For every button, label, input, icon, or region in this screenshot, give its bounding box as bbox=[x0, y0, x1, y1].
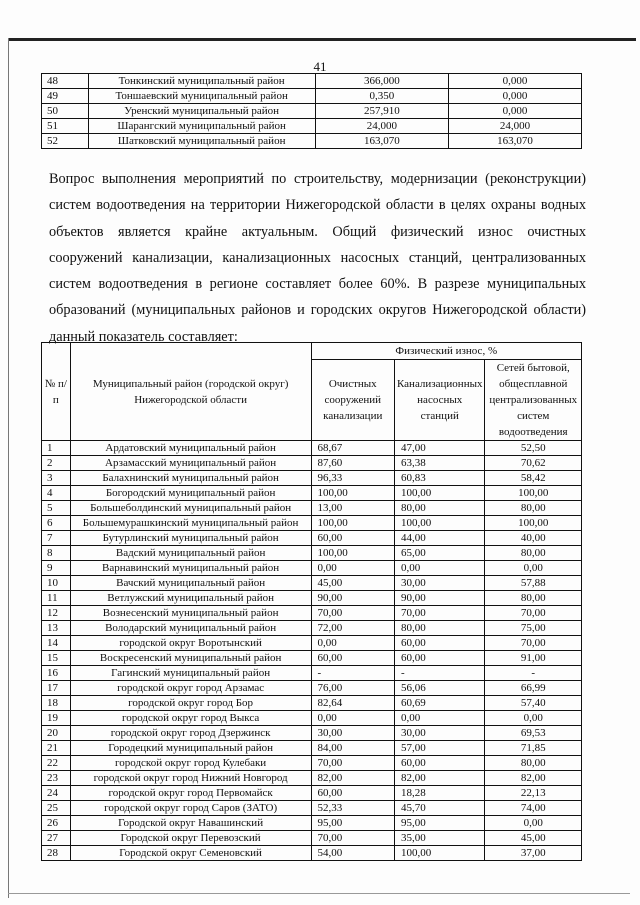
municipality-name: Шатковский муниципальный район bbox=[88, 134, 315, 149]
table-row bbox=[42, 531, 582, 546]
network-wear-value: 70,00 bbox=[485, 636, 582, 651]
municipality-name: городской округ город Дзержинск bbox=[70, 726, 311, 741]
pumping-wear-value: 0,00 bbox=[394, 711, 484, 726]
municipality-name: Большеболдинский муниципальный район bbox=[70, 501, 311, 516]
pumping-wear-value: 100,00 bbox=[394, 486, 484, 501]
municipality-name: Ветлужский муниципальный район bbox=[70, 591, 311, 606]
pumping-wear-value: 70,00 bbox=[394, 606, 484, 621]
value-cell: 163,070 bbox=[315, 134, 448, 149]
pumping-wear-value: 57,00 bbox=[394, 741, 484, 756]
row-number: 21 bbox=[42, 741, 71, 756]
row-number: 14 bbox=[42, 636, 71, 651]
network-wear-value: 0,00 bbox=[485, 711, 582, 726]
network-wear-value: 0,00 bbox=[485, 561, 582, 576]
pumping-wear-value: 100,00 bbox=[394, 846, 484, 861]
municipality-name: Арзамасский муниципальный район bbox=[70, 456, 311, 471]
table-row bbox=[42, 666, 582, 681]
treatment-wear-value: 68,67 bbox=[311, 441, 394, 456]
network-wear-value: 69,53 bbox=[485, 726, 582, 741]
table-row bbox=[42, 119, 582, 134]
row-number: 49 bbox=[42, 89, 89, 104]
table-row bbox=[42, 636, 582, 651]
header-sewer-networks: Сетей бытовой, общесплавной централизованных систем водоотведения bbox=[485, 360, 582, 441]
wear-table-body bbox=[42, 441, 582, 861]
pumping-wear-value: 30,00 bbox=[394, 576, 484, 591]
treatment-wear-value: 100,00 bbox=[311, 516, 394, 531]
network-wear-value: 70,62 bbox=[485, 456, 582, 471]
scan-border-top bbox=[8, 38, 636, 41]
table-row bbox=[42, 801, 582, 816]
row-number: 48 bbox=[42, 74, 89, 89]
municipality-name: городской округ город Саров (ЗАТО) bbox=[70, 801, 311, 816]
municipality-name: Большемурашкинский муниципальный район bbox=[70, 516, 311, 531]
network-wear-value: 71,85 bbox=[485, 741, 582, 756]
row-number: 3 bbox=[42, 471, 71, 486]
treatment-wear-value: 60,00 bbox=[311, 786, 394, 801]
row-number: 23 bbox=[42, 771, 71, 786]
body-paragraph: Вопрос выполнения мероприятий по строительству, модернизации (реконструкции) систем водоотведения на территории Нижегородской области в целях охраны водных объектов является крайне актуальным. Общий физический износ очистных сооружений канализации, канализационных насосных станций, централизованных систем водоотведения в регионе составляет более 60%. В разрезе муниципальных образований (муниципальных районов и городских округов Нижегородской области) данный показатель составляет: bbox=[49, 171, 586, 345]
row-number: 20 bbox=[42, 726, 71, 741]
wear-table bbox=[41, 342, 582, 861]
row-number: 50 bbox=[42, 104, 89, 119]
value-cell: 24,000 bbox=[315, 119, 448, 134]
network-wear-value: 45,00 bbox=[485, 831, 582, 846]
pumping-wear-value: 47,00 bbox=[394, 441, 484, 456]
table-row bbox=[42, 771, 582, 786]
treatment-wear-value: 96,33 bbox=[311, 471, 394, 486]
row-number: 6 bbox=[42, 516, 71, 531]
municipality-name: Богородский муниципальный район bbox=[70, 486, 311, 501]
pumping-wear-value: 45,70 bbox=[394, 801, 484, 816]
table-row bbox=[42, 104, 582, 119]
table-row bbox=[42, 501, 582, 516]
municipality-name: Воскресенский муниципальный район bbox=[70, 651, 311, 666]
row-number: 17 bbox=[42, 681, 71, 696]
treatment-wear-value: 60,00 bbox=[311, 651, 394, 666]
pumping-wear-value: 100,00 bbox=[394, 516, 484, 531]
pumping-wear-value: 60,83 bbox=[394, 471, 484, 486]
pumping-wear-value: 82,00 bbox=[394, 771, 484, 786]
row-number: 10 bbox=[42, 576, 71, 591]
pumping-wear-value: 65,00 bbox=[394, 546, 484, 561]
network-wear-value: 66,99 bbox=[485, 681, 582, 696]
treatment-wear-value: 45,00 bbox=[311, 576, 394, 591]
table-row bbox=[42, 816, 582, 831]
network-wear-value: 82,00 bbox=[485, 771, 582, 786]
scan-border-left bbox=[8, 38, 9, 898]
table-row bbox=[42, 696, 582, 711]
municipality-name: городской округ Воротынский bbox=[70, 636, 311, 651]
table-row bbox=[42, 591, 582, 606]
table-row bbox=[42, 651, 582, 666]
municipality-name: Тоншаевский муниципальный район bbox=[88, 89, 315, 104]
pumping-wear-value: 90,00 bbox=[394, 591, 484, 606]
value-cell: 257,910 bbox=[315, 104, 448, 119]
treatment-wear-value: 0,00 bbox=[311, 711, 394, 726]
treatment-wear-value: 90,00 bbox=[311, 591, 394, 606]
header-number: № п/п bbox=[42, 343, 71, 441]
row-number: 18 bbox=[42, 696, 71, 711]
table-row bbox=[42, 471, 582, 486]
row-number: 19 bbox=[42, 711, 71, 726]
network-wear-value: 100,00 bbox=[485, 486, 582, 501]
treatment-wear-value: 82,64 bbox=[311, 696, 394, 711]
row-number: 25 bbox=[42, 801, 71, 816]
network-wear-value: 70,00 bbox=[485, 606, 582, 621]
table-row bbox=[42, 441, 582, 456]
pumping-wear-value: 60,00 bbox=[394, 756, 484, 771]
network-wear-value: 52,50 bbox=[485, 441, 582, 456]
row-number: 13 bbox=[42, 621, 71, 636]
municipality-name: Тонкинский муниципальный район bbox=[88, 74, 315, 89]
wear-table-header bbox=[42, 343, 582, 441]
table-row bbox=[42, 74, 582, 89]
municipality-name: Городецкий муниципальный район bbox=[70, 741, 311, 756]
municipality-name: городской округ город Выкса bbox=[70, 711, 311, 726]
table-row bbox=[42, 486, 582, 501]
treatment-wear-value: 100,00 bbox=[311, 486, 394, 501]
treatment-wear-value: 13,00 bbox=[311, 501, 394, 516]
row-number: 12 bbox=[42, 606, 71, 621]
row-number: 9 bbox=[42, 561, 71, 576]
network-wear-value: 91,00 bbox=[485, 651, 582, 666]
row-number: 5 bbox=[42, 501, 71, 516]
network-wear-value: 75,00 bbox=[485, 621, 582, 636]
pumping-wear-value: 63,38 bbox=[394, 456, 484, 471]
pumping-wear-value: - bbox=[394, 666, 484, 681]
treatment-wear-value: 95,00 bbox=[311, 816, 394, 831]
municipality-name: Балахнинский муниципальный район bbox=[70, 471, 311, 486]
table-row bbox=[42, 681, 582, 696]
treatment-wear-value: 100,00 bbox=[311, 546, 394, 561]
treatment-wear-value: 70,00 bbox=[311, 756, 394, 771]
table-row bbox=[42, 606, 582, 621]
municipality-name: Володарский муниципальный район bbox=[70, 621, 311, 636]
municipality-name: Городской округ Навашинский bbox=[70, 816, 311, 831]
network-wear-value: 80,00 bbox=[485, 756, 582, 771]
table-row bbox=[42, 846, 582, 861]
page-number: 41 bbox=[313, 59, 327, 74]
table-row bbox=[42, 456, 582, 471]
municipality-name: Вачский муниципальный район bbox=[70, 576, 311, 591]
pumping-wear-value: 44,00 bbox=[394, 531, 484, 546]
row-number: 4 bbox=[42, 486, 71, 501]
pumping-wear-value: 35,00 bbox=[394, 831, 484, 846]
continued-table-body bbox=[42, 74, 582, 149]
pumping-wear-value: 80,00 bbox=[394, 621, 484, 636]
network-wear-value: 0,00 bbox=[485, 816, 582, 831]
table-row bbox=[42, 516, 582, 531]
value-cell: 24,000 bbox=[448, 119, 581, 134]
pumping-wear-value: 60,00 bbox=[394, 651, 484, 666]
table-row bbox=[42, 711, 582, 726]
network-wear-value: 58,42 bbox=[485, 471, 582, 486]
row-number: 26 bbox=[42, 816, 71, 831]
header-treatment-facilities: Очистных сооружений канализации bbox=[311, 360, 394, 441]
header-pumping-stations: Канализационных насосных станций bbox=[394, 360, 484, 441]
table-row bbox=[42, 546, 582, 561]
treatment-wear-value: 76,00 bbox=[311, 681, 394, 696]
continued-table bbox=[41, 73, 582, 149]
header-municipality: Муниципальный район (городской округ) Нижегородской области bbox=[70, 343, 311, 441]
value-cell: 163,070 bbox=[448, 134, 581, 149]
row-number: 8 bbox=[42, 546, 71, 561]
network-wear-value: 80,00 bbox=[485, 546, 582, 561]
table-row bbox=[42, 831, 582, 846]
network-wear-value: 80,00 bbox=[485, 591, 582, 606]
scan-border-bottom bbox=[8, 893, 630, 894]
pumping-wear-value: 0,00 bbox=[394, 561, 484, 576]
treatment-wear-value: 0,00 bbox=[311, 561, 394, 576]
table-row bbox=[42, 741, 582, 756]
municipality-name: Вознесенский муниципальный район bbox=[70, 606, 311, 621]
value-cell: 0,000 bbox=[448, 89, 581, 104]
pumping-wear-value: 60,00 bbox=[394, 636, 484, 651]
treatment-wear-value: - bbox=[311, 666, 394, 681]
value-cell: 0,000 bbox=[448, 74, 581, 89]
municipality-name: Уренский муниципальный район bbox=[88, 104, 315, 119]
municipality-name: Шарангский муниципальный район bbox=[88, 119, 315, 134]
network-wear-value: 57,40 bbox=[485, 696, 582, 711]
table-row bbox=[42, 726, 582, 741]
pumping-wear-value: 56,06 bbox=[394, 681, 484, 696]
row-number: 24 bbox=[42, 786, 71, 801]
municipality-name: Городской округ Перевозский bbox=[70, 831, 311, 846]
treatment-wear-value: 30,00 bbox=[311, 726, 394, 741]
network-wear-value: 40,00 bbox=[485, 531, 582, 546]
treatment-wear-value: 0,00 bbox=[311, 636, 394, 651]
value-cell: 366,000 bbox=[315, 74, 448, 89]
treatment-wear-value: 72,00 bbox=[311, 621, 394, 636]
table-row bbox=[42, 561, 582, 576]
network-wear-value: 22,13 bbox=[485, 786, 582, 801]
treatment-wear-value: 60,00 bbox=[311, 531, 394, 546]
pumping-wear-value: 60,69 bbox=[394, 696, 484, 711]
network-wear-value: 74,00 bbox=[485, 801, 582, 816]
municipality-name: городской округ город Первомайск bbox=[70, 786, 311, 801]
municipality-name: городской округ город Нижний Новгород bbox=[70, 771, 311, 786]
value-cell: 0,350 bbox=[315, 89, 448, 104]
municipality-name: городской округ город Бор bbox=[70, 696, 311, 711]
treatment-wear-value: 54,00 bbox=[311, 846, 394, 861]
pumping-wear-value: 80,00 bbox=[394, 501, 484, 516]
row-number: 16 bbox=[42, 666, 71, 681]
pumping-wear-value: 30,00 bbox=[394, 726, 484, 741]
treatment-wear-value: 70,00 bbox=[311, 831, 394, 846]
row-number: 2 bbox=[42, 456, 71, 471]
table-row bbox=[42, 134, 582, 149]
pumping-wear-value: 95,00 bbox=[394, 816, 484, 831]
municipality-name: Бутурлинский муниципальный район bbox=[70, 531, 311, 546]
table-row bbox=[42, 576, 582, 591]
network-wear-value: 80,00 bbox=[485, 501, 582, 516]
pumping-wear-value: 18,28 bbox=[394, 786, 484, 801]
municipality-name: городской округ город Арзамас bbox=[70, 681, 311, 696]
municipality-name: Ардатовский муниципальный район bbox=[70, 441, 311, 456]
treatment-wear-value: 70,00 bbox=[311, 606, 394, 621]
municipality-name: Городской округ Семеновский bbox=[70, 846, 311, 861]
row-number: 22 bbox=[42, 756, 71, 771]
table-row bbox=[42, 89, 582, 104]
table-row bbox=[42, 621, 582, 636]
value-cell: 0,000 bbox=[448, 104, 581, 119]
row-number: 11 bbox=[42, 591, 71, 606]
municipality-name: Вадский муниципальный район bbox=[70, 546, 311, 561]
municipality-name: городской округ город Кулебаки bbox=[70, 756, 311, 771]
municipality-name: Гагинский муниципальный район bbox=[70, 666, 311, 681]
network-wear-value: 100,00 bbox=[485, 516, 582, 531]
row-number: 28 bbox=[42, 846, 71, 861]
row-number: 51 bbox=[42, 119, 89, 134]
treatment-wear-value: 52,33 bbox=[311, 801, 394, 816]
network-wear-value: 37,00 bbox=[485, 846, 582, 861]
treatment-wear-value: 87,60 bbox=[311, 456, 394, 471]
treatment-wear-value: 84,00 bbox=[311, 741, 394, 756]
row-number: 1 bbox=[42, 441, 71, 456]
row-number: 15 bbox=[42, 651, 71, 666]
header-physical-wear: Физический износ, % bbox=[311, 343, 581, 360]
row-number: 7 bbox=[42, 531, 71, 546]
network-wear-value: - bbox=[485, 666, 582, 681]
row-number: 27 bbox=[42, 831, 71, 846]
treatment-wear-value: 82,00 bbox=[311, 771, 394, 786]
row-number: 52 bbox=[42, 134, 89, 149]
municipality-name: Варнавинский муниципальный район bbox=[70, 561, 311, 576]
network-wear-value: 57,88 bbox=[485, 576, 582, 591]
table-row bbox=[42, 756, 582, 771]
table-row bbox=[42, 786, 582, 801]
